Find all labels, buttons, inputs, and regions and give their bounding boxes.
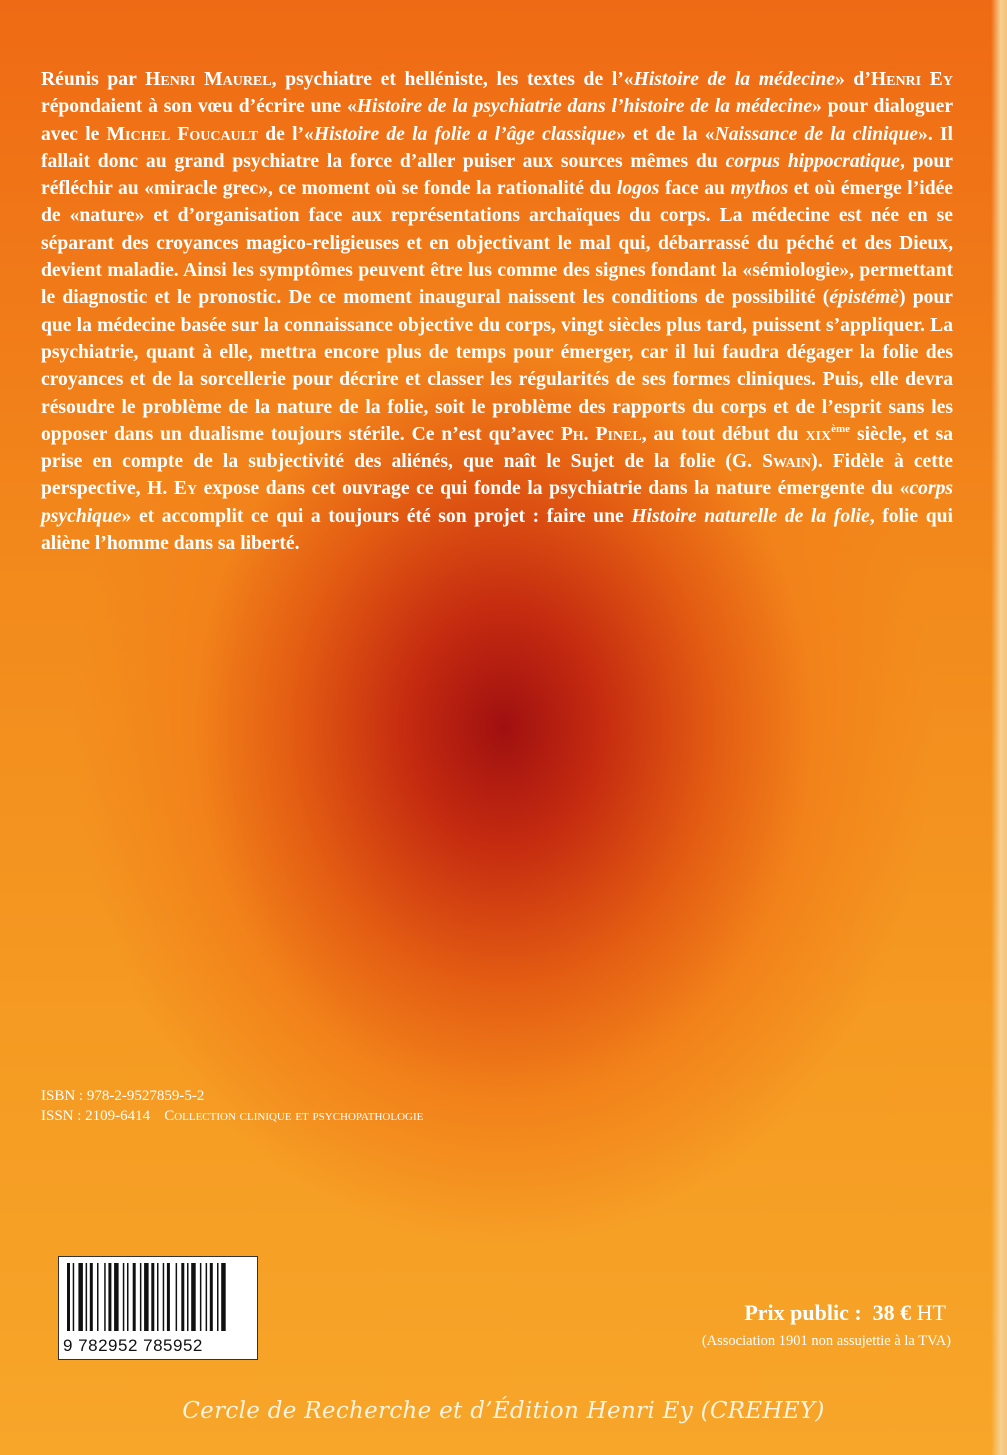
blurb-text: ) pour que la médecine basée sur la connaissance objective du corps, vingt siècles plus tard, puissent s’appliquer. La psychiatrie, quant à elle, mettra encore plus de temps pour émerger, car il lui faudra dégager la folie des croyances et de la sorcellerie pour décrire et classer les régularités de ses formes cliniques. Puis, elle devra résoudre le problème de la nature de la folie, soit le problème des rapports du corps et de l’esprit sans les opposer dans un dualisme toujours stérile. Ce n’est qu’avec (41, 287, 953, 445)
isbn-barcode (58, 1256, 258, 1360)
tax-note: (Association 1901 non assujettie à la TVA) (701, 1333, 951, 1349)
book-title-ref: Histoire de la psychiatrie dans l’histoire de la médecine (356, 96, 813, 118)
barcode-digits: 9 782952 785952 (63, 1336, 203, 1355)
emphasis-term: logos (616, 178, 660, 200)
blurb-text: , au tout début du (641, 423, 806, 445)
isbn-line (41, 1087, 204, 1105)
emphasis-term: corps psychique (41, 478, 953, 527)
author-name: Henri Ey (870, 69, 953, 90)
blurb-text: répondaient à son vœu d’écrire une « (41, 96, 357, 118)
back-cover-blurb (41, 66, 953, 557)
blurb-text: » et accomplit ce qui a toujours été son projet : faire une (121, 505, 632, 527)
price-line (744, 1300, 946, 1326)
issn-line (41, 1107, 423, 1125)
blurb-text: ». Il fallait donc au grand psychiatre la force d’aller puiser aux sources mêmes du (41, 123, 953, 172)
blurb-text: » d’ (834, 69, 871, 90)
price-amount: 38 € (872, 1300, 912, 1325)
author-name: Henri Maurel (145, 69, 272, 90)
blurb-text: , psychiatre et helléniste, les textes de l’« (271, 69, 634, 90)
author-name: Ey (173, 478, 198, 500)
emphasis-term: épistémè (829, 287, 899, 309)
publisher-name: Cercle de Recherche et d’Édition Henri Ey (CREHEY) (182, 1398, 825, 1424)
emphasis-term: corpus hippocratique (725, 150, 900, 172)
cover-edge (991, 0, 1007, 1455)
blurb-text: et où émerge l’idée de «nature» et d’organisation face aux représentations archaïques du corps. La médecine est née en se séparant des croyances magico-religieuses et en objectivant le mal qui, débarrassé du péché et des Dieux, devient maladie. Ainsi les symptômes peuvent être lus comme des signes fondant la «sémiologie», permettant le diagnostic et le pronostic. De ce moment inaugural naissent les conditions de possibilité ( (41, 178, 953, 309)
blurb-text: expose dans cet ouvrage ce qui fonde la psychiatrie dans la nature émergente du « (197, 478, 910, 500)
blurb-text: Réunis par (41, 69, 146, 90)
isbn-text: ISBN : 978-2-9527859-5-2 (41, 1088, 205, 1104)
blurb-text: , pour réfléchir au «miracle grec», ce moment où se fonde la rationalité du (41, 150, 953, 200)
author-name: Swain (762, 451, 812, 473)
book-title-ref: Histoire de la folie a l’âge classique (313, 123, 617, 145)
price-label: Prix public : (744, 1300, 862, 1325)
century-suffix: ème (831, 422, 851, 435)
blurb-text: » pour dialoguer avec le (41, 96, 954, 145)
blurb-text: , folie qui aliène l’homme dans sa liberté. (41, 505, 953, 555)
emphasis-term: mythos (730, 178, 789, 200)
blurb-text: siècle, et sa prise en compte de la subjectivité des aliénés, que naît le Sujet de la folie (G. (41, 423, 953, 473)
barcode-bars (65, 1263, 251, 1331)
blurb-text: face au (659, 178, 731, 200)
author-name: Ph. Pinel (560, 423, 642, 445)
blurb-text: de l’« (258, 123, 314, 145)
book-title-ref: Naissance de la clinique (714, 123, 919, 145)
century-numeral: xix (805, 423, 832, 445)
book-title-ref: Histoire naturelle de la folie (631, 505, 870, 527)
book-title-ref: Histoire de la médecine (633, 69, 835, 90)
price-tax: HT (916, 1300, 946, 1325)
blurb-text: ). Fidèle à cette perspective, H. (41, 451, 953, 500)
collection-name: Collection clinique et psychopathologie (164, 1108, 424, 1124)
author-name: Michel Foucault (106, 123, 259, 145)
issn-text: ISSN : 2109-6414 (41, 1108, 151, 1124)
blurb-text: » et de la « (616, 123, 715, 145)
